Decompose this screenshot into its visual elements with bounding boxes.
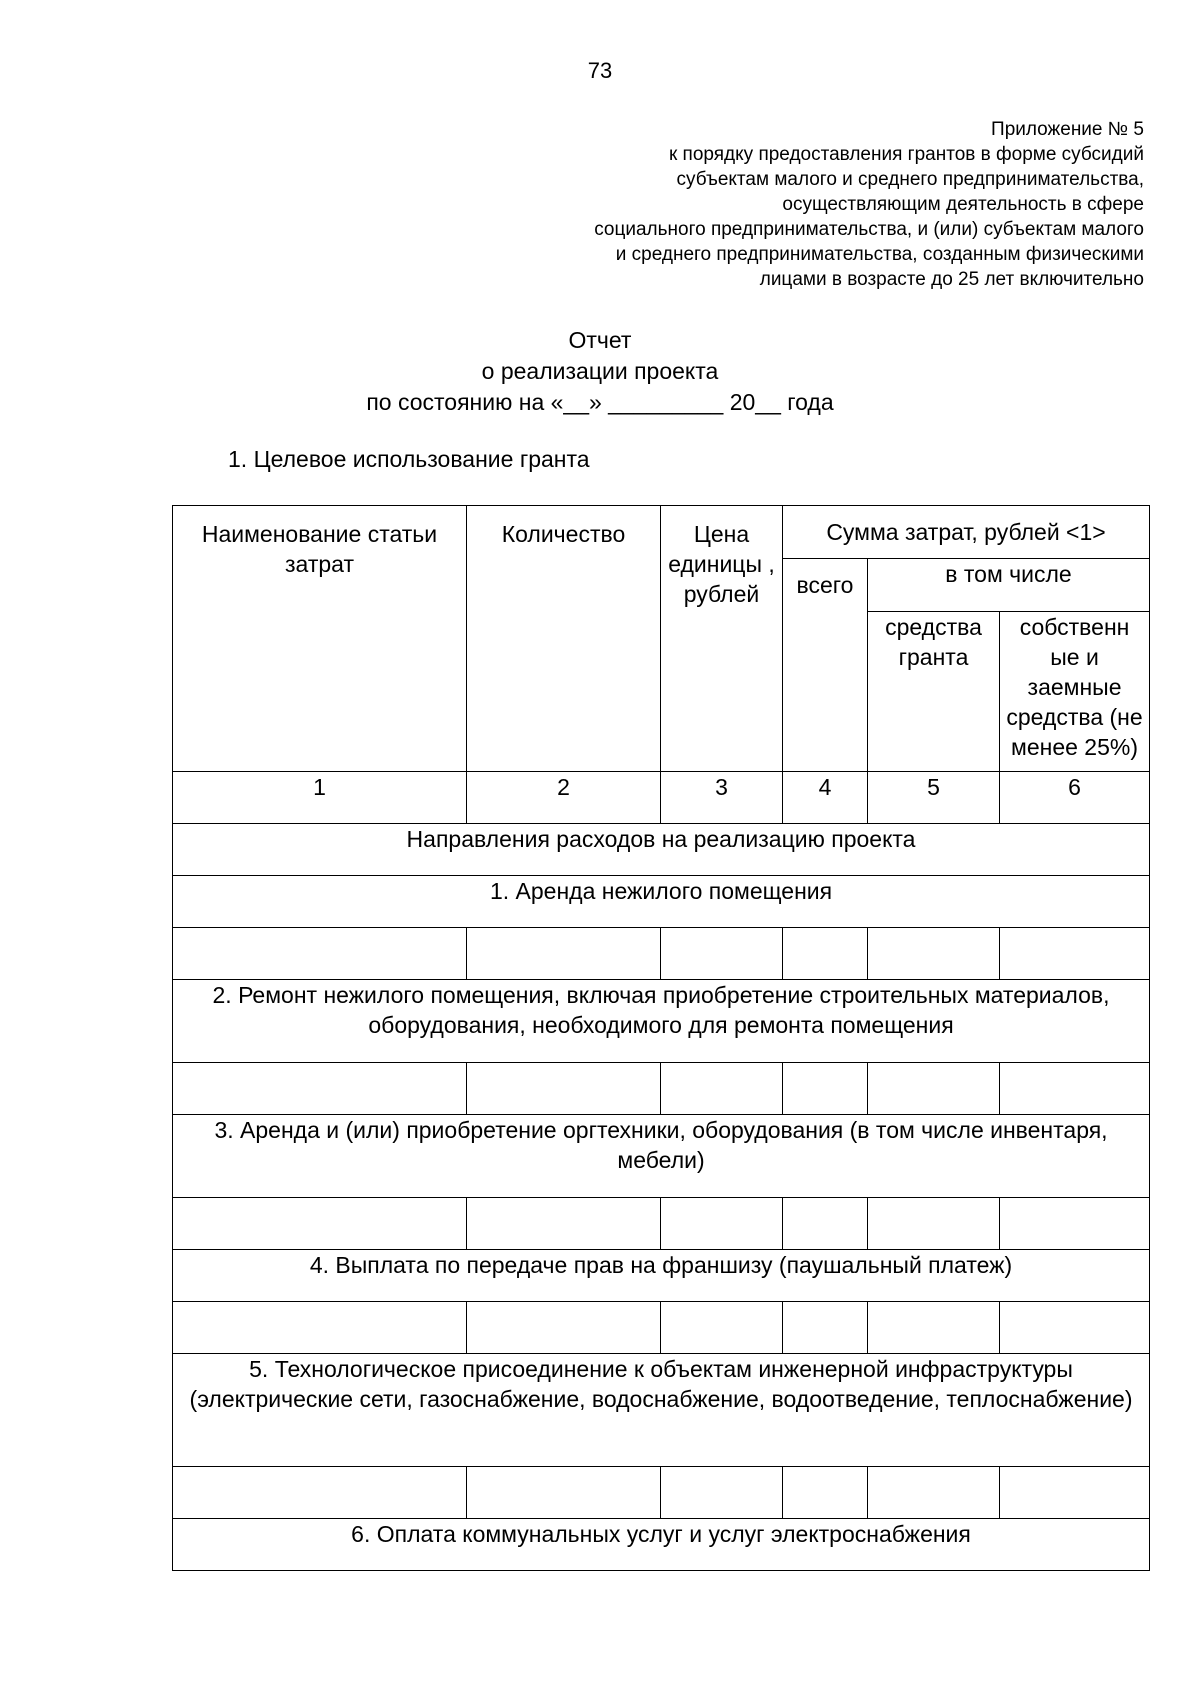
report-date-line: по состоянию на «__» _________ 20__ года [366, 389, 834, 415]
section-row-utilities: 6. Оплата коммунальных услуг и услуг электроснабжения [173, 1519, 1150, 1571]
section-row-equipment: 3. Аренда и (или) приобретение оргтехники, оборудования (в том числе инвентаря, мебели) [173, 1115, 1150, 1198]
table-row [173, 1302, 1150, 1354]
column-number: 6 [1000, 772, 1150, 824]
table-row [173, 1198, 1150, 1250]
table-cell[interactable] [868, 1302, 1000, 1354]
table-cell[interactable] [868, 928, 1000, 980]
table-row [173, 1467, 1150, 1519]
column-number: 1 [173, 772, 467, 824]
column-number: 2 [467, 772, 661, 824]
table-cell[interactable] [868, 1063, 1000, 1115]
appendix-line: социального предпринимательства, и (или) субъектам малого [594, 219, 1144, 240]
section-heading: 1. Целевое использование гранта [228, 446, 590, 472]
appendix-line: осуществляющим деятельность в сфере [782, 194, 1144, 215]
table-cell[interactable] [783, 1063, 868, 1115]
appendix-header [444, 117, 1144, 292]
table-cell[interactable] [661, 1467, 783, 1519]
report-subtitle: о реализации проекта [481, 358, 719, 384]
column-number-row [173, 772, 1150, 824]
header-cost-total: Сумма затрат, рублей <1> [783, 506, 1150, 559]
report-title: Отчет [568, 327, 632, 353]
table-cell[interactable] [467, 1198, 661, 1250]
table-cell[interactable] [467, 928, 661, 980]
column-number: 3 [661, 772, 783, 824]
appendix-line: Приложение № 5 [991, 119, 1144, 140]
table-cell[interactable] [661, 1198, 783, 1250]
column-number: 5 [868, 772, 1000, 824]
table-cell[interactable] [173, 928, 467, 980]
appendix-line: к порядку предоставления грантов в форме субсидий [668, 144, 1144, 165]
appendix-line: субъектам малого и среднего предпринимательства, [676, 169, 1144, 190]
table-cell[interactable] [173, 1063, 467, 1115]
table-cell[interactable] [868, 1198, 1000, 1250]
directions-title: Направления расходов на реализацию проекта [173, 824, 1150, 876]
table-cell[interactable] [783, 1467, 868, 1519]
table-cell[interactable] [661, 928, 783, 980]
section-row-rent: 1. Аренда нежилого помещения [173, 876, 1150, 928]
header-own-funds: собственн ые и заемные средства (не менее 25%) [1000, 612, 1150, 772]
table-cell[interactable] [783, 1302, 868, 1354]
header-quantity: Количество [467, 506, 661, 772]
table-cell[interactable] [173, 1467, 467, 1519]
table-cell[interactable] [868, 1467, 1000, 1519]
header-total: всего [783, 559, 868, 772]
section-row-repair: 2. Ремонт нежилого помещения, включая приобретение строительных материалов, оборудования, необходимого для ремонта помещения [173, 980, 1150, 1063]
section-row-infrastructure: 5. Технологическое присоединение к объектам инженерной инфраструктуры (электрические сети, газоснабжение, водоснабжение, водоотведение, теплоснабжение) [173, 1354, 1150, 1467]
table-cell[interactable] [1000, 1198, 1150, 1250]
appendix-line: лицами в возрасте до 25 лет включительно [759, 269, 1144, 290]
column-number: 4 [783, 772, 868, 824]
table-cell[interactable] [661, 1063, 783, 1115]
header-including: в том числе [868, 559, 1150, 612]
table-cell[interactable] [1000, 1467, 1150, 1519]
table-cell[interactable] [1000, 928, 1150, 980]
header-grant-funds: средства гранта [868, 612, 1000, 772]
table-cell[interactable] [783, 1198, 868, 1250]
table-cell[interactable] [783, 928, 868, 980]
table-row [173, 928, 1150, 980]
appendix-line: и среднего предпринимательства, созданным физическими [615, 244, 1144, 265]
table-cell[interactable] [661, 1302, 783, 1354]
grant-usage-table [172, 505, 1150, 1571]
header-unit-price: Цена единицы , рублей [661, 506, 783, 772]
table-cell[interactable] [1000, 1063, 1150, 1115]
table-cell[interactable] [467, 1467, 661, 1519]
table-cell[interactable] [467, 1302, 661, 1354]
table-row [173, 1063, 1150, 1115]
report-title-block [0, 325, 1200, 418]
table-cell[interactable] [173, 1198, 467, 1250]
page-number: 73 [587, 58, 613, 83]
section-row-franchise: 4. Выплата по передаче прав на франшизу (паушальный платеж) [173, 1250, 1150, 1302]
table-cell[interactable] [173, 1302, 467, 1354]
header-item-name: Наименование статьи затрат [173, 506, 467, 772]
table-cell[interactable] [1000, 1302, 1150, 1354]
table-cell[interactable] [467, 1063, 661, 1115]
